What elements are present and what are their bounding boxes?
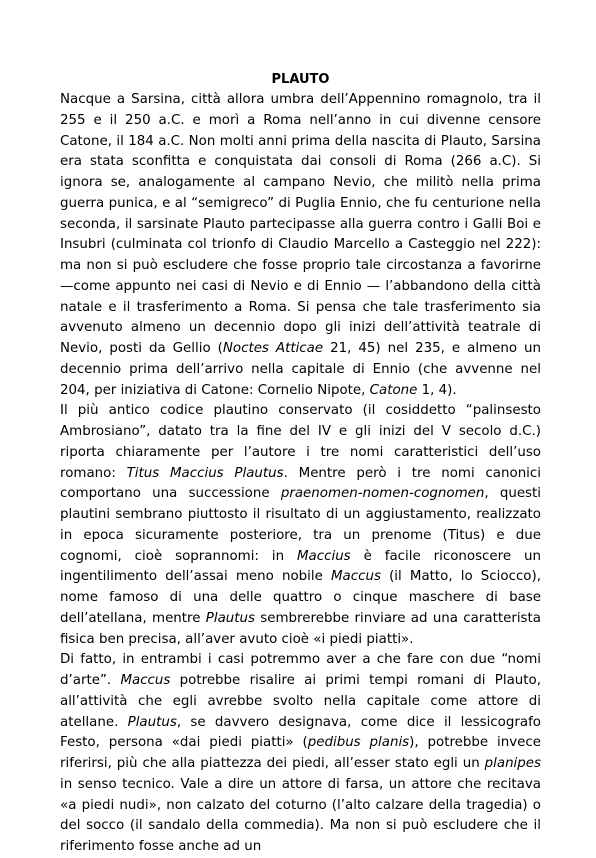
text-run: ), potrebbe invece riferirsi, più che alla piattezza dei piedi, all’esser stato egli un <box>60 735 541 771</box>
text-run: Di fatto, in entrambi i casi potremmo aver a che fare con due “nomi d’arte”. <box>60 652 541 688</box>
text-run: 21, 45) nel 235, e almeno un decennio prima dell’arrivo nella capitale di Ennio (che avvenne nel 204, per iniziativa di Catone: Cornelio Nipote, <box>60 341 542 398</box>
text-run: , se davvero designava, come dice il lessicografo Festo, persona «dai piedi piatti» ( <box>60 714 541 751</box>
italic-text-run: planipes <box>484 756 541 771</box>
italic-text-run: Plautus <box>127 714 177 730</box>
text-run: (il Matto, lo Sciocco), nome famoso di una delle quattro o cinque maschere di base dell’atellana, mentre <box>60 569 541 626</box>
italic-text-run: Maccus <box>330 569 381 585</box>
text-run: 1, 4). <box>417 382 457 398</box>
italic-text-run: Catone <box>369 382 418 398</box>
text-run: è facile riconoscere un ingentilimento dell’assai meno nobile <box>60 548 541 585</box>
italic-text-run: Titus Maccius Plautus <box>126 465 284 481</box>
text-run: , questi plautini sembrano piuttosto il risultato di un aggiustamento, realizzato in epoca sicuramente posteriore, tra un prenome (Titus) e due cognomi, cioè soprannomi: in <box>60 486 542 564</box>
text-run: sembrerebbe rinviare ad una caratterista fisica ben precisa, all’aver avuto cioè «i piedi piatti». <box>60 610 541 647</box>
italic-text-run: Maccius <box>296 548 351 564</box>
italic-text-run: praenomen-nomen-cognomen <box>280 486 485 502</box>
paragraph-stage-names <box>60 650 541 858</box>
text-run: . Mentre però i tre nomi canonici comportano una successione <box>60 465 541 502</box>
italic-text-run: Noctes Atticae <box>222 341 324 356</box>
document-title: PLAUTO <box>271 72 330 87</box>
italic-text-run: Plautus <box>205 610 255 626</box>
text-run: Nacque a Sarsina, città allora umbra dell’Appennino romagnolo, tra il 255 e il 250 a.C. e morì a Roma nell’anno in cui divenne censore Catone, il 184 a.C. Non molti anni prima della nascita di Plauto, Sarsina era stata sconfitta e conquistata dai consoli di Roma (266 a.C). Si ignora se, analogamente al campano Nevio, che militò nella prima guerra punica, e al “semigreco” di Puglia Ennio, che fu centurione nella seconda, il sarsinate Plauto partecipasse alla guerra contro i Galli Boi e Insubri (culminata col trionfo di Claudio Marcello a Casteggio nel 222): ma non si può escludere che fosse proprio tale circostanza a favorirne —come appunto nei casi di Nevio e di Ennio — l’abbandono della città natale e il trasferimento a Roma. Si pensa che tale trasferimento sia avvenuto almeno un decennio dopo gli inizi dell’attività teatrale di Nevio, posti da Gellio ( <box>60 92 541 356</box>
italic-text-run: pedibus planis <box>307 735 410 751</box>
document-page <box>60 70 541 858</box>
italic-text-run: Maccus <box>120 673 171 688</box>
paragraph-names <box>60 401 541 650</box>
text-run: Il più antico codice plautino conservato (il cosiddetto “palinsesto Ambrosiano”, datato tra la fine del IV e gli inizi del V secolo d.C.) riporta chiaramente per l’autore i tre nomi caratteristici dell’uso romano: <box>60 403 541 481</box>
text-run: in senso tecnico. Vale a dire un attore di farsa, un attore che recitava «a piedi nudi», non calzato del coturno (l’alto calzare della tragedia) o del socco (il sandalo della commedia). Ma non si può escludere che il riferimento fosse anche ad un <box>60 776 541 854</box>
text-run: potrebbe risalire ai primi tempi romani di Plauto, all’attività che egli avrebbe svolto nella capitale come attore di atellane. <box>60 673 541 730</box>
paragraph-biography <box>60 90 541 401</box>
